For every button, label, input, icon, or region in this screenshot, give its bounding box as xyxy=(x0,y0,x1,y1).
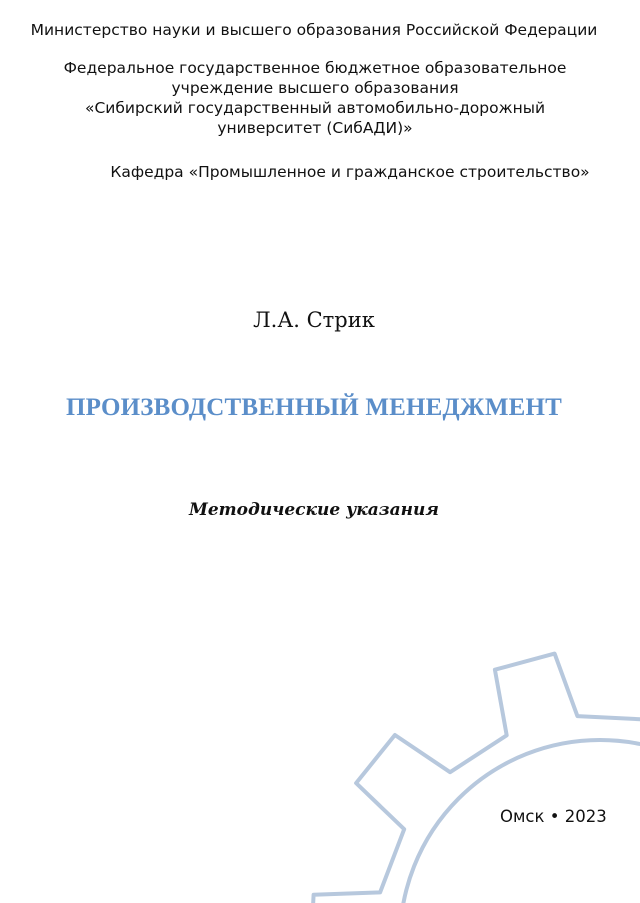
institution-line: Федеральное государственное бюджетное образовательное xyxy=(63,59,567,77)
department-name: Кафедра «Промышленное и гражданское строительство» xyxy=(110,163,590,181)
gear-outline xyxy=(311,654,640,903)
institution-line: учреждение высшего образования xyxy=(171,79,459,97)
place-and-year: Омск • 2023 xyxy=(500,807,607,826)
institution-line: университет (СибАДИ)» xyxy=(217,119,413,137)
institution-name xyxy=(60,58,570,138)
author-name: Л.А. Стрик xyxy=(253,308,375,332)
document-title: ПРОИЗВОДСТВЕННЫЙ МЕНЕДЖМЕНТ xyxy=(65,394,563,421)
institution-line: «Сибирский государственный автомобильно-дорожный xyxy=(84,99,546,117)
document-subtitle: Методические указания xyxy=(189,500,439,520)
ministry-name: Министерство науки и высшего образования Российской Федерации xyxy=(30,21,598,39)
